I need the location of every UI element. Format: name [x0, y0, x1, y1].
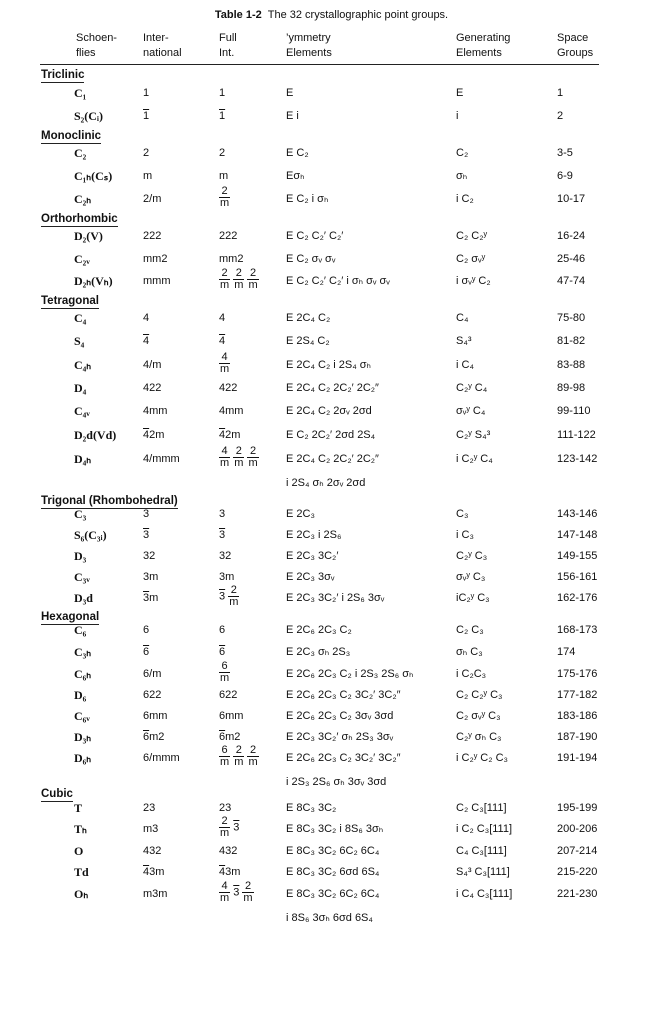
header-symmetry	[286, 31, 332, 61]
generating-elements: C₂ C₂ʸ C₃	[456, 689, 503, 701]
symmetry-elements: E C₂ 2C₂′ 2σd 2S₄	[286, 429, 376, 441]
schoenflies-symbol: C₃ᵥ	[74, 570, 90, 584]
international-symbol: mmm	[143, 275, 171, 287]
full-international-symbol: 432	[219, 845, 238, 857]
schoenflies-symbol: D₄	[74, 381, 87, 395]
full-international-symbol: 6	[219, 646, 226, 658]
symmetry-elements: E 2C₃	[286, 508, 315, 520]
international-symbol: 4	[143, 335, 150, 347]
schoenflies-symbol: D₆ₕ	[74, 751, 92, 765]
generating-elements: i C₄	[456, 359, 474, 371]
schoenflies-symbol: C₁	[74, 86, 87, 100]
table-caption	[0, 9, 663, 21]
generating-elements: i C₂ʸ C₂ C₃	[456, 752, 508, 764]
space-groups: 1	[557, 87, 564, 99]
header-rule	[40, 64, 599, 65]
full-international-symbol: 32	[219, 550, 232, 562]
header-space-groups	[557, 31, 593, 61]
space-groups: 207-214	[557, 845, 598, 857]
schoenflies-symbol: C₃ₕ	[74, 645, 92, 659]
space-groups: 143-146	[557, 508, 598, 520]
header-schoenflies	[76, 31, 117, 61]
symmetry-elements: E 2C₄ C₂	[286, 312, 331, 324]
symmetry-elements: E i	[286, 110, 299, 122]
header-space-line2: Groups	[557, 47, 594, 59]
full-international-symbol: 6	[219, 624, 226, 636]
section-heading: Orthorhombic	[41, 213, 118, 225]
full-international-symbol: 222	[219, 230, 238, 242]
schoenflies-symbol: S₄	[74, 334, 85, 348]
generating-elements: C₂ʸ C₃	[456, 550, 488, 562]
space-groups: 47-74	[557, 275, 586, 287]
generating-elements: σᵥʸ C₃	[456, 571, 486, 583]
generating-elements: i	[456, 110, 459, 122]
schoenflies-symbol: D₃	[74, 549, 87, 563]
symmetry-elements: E 2C₃ 3C₂′ i 2S₆ 3σᵥ	[286, 592, 385, 604]
header-symmetry-line2: Elements	[286, 47, 332, 59]
schoenflies-symbol: C₁ₕ(Cₛ)	[74, 169, 113, 183]
international-symbol: 1	[143, 110, 150, 122]
symmetry-elements: E 8C₃ 3C₂ 6C₂ 6C₄	[286, 888, 380, 900]
international-symbol: 4mm	[143, 405, 168, 417]
full-international-symbol: 4	[219, 335, 226, 347]
international-symbol: 432	[143, 845, 162, 857]
space-groups: 123-142	[557, 453, 598, 465]
space-groups: 111-122	[557, 429, 596, 441]
generating-elements: C₃	[456, 508, 469, 520]
section-heading: Trigonal (Rhombohedral)	[41, 495, 178, 507]
international-symbol: 222	[143, 230, 162, 242]
schoenflies-symbol: C₂ᵥ	[74, 252, 90, 266]
table-title: The 32 crystallographic point groups.	[267, 9, 449, 21]
schoenflies-symbol: S₆(C₃ᵢ)	[74, 528, 107, 542]
symmetry-elements: E 2C₃ 3σᵥ	[286, 571, 335, 583]
generating-elements: C₂	[456, 147, 469, 159]
schoenflies-symbol: C₂ₕ	[74, 192, 92, 206]
symmetry-elements: E C₂ σᵥ σᵥ	[286, 253, 336, 265]
schoenflies-symbol: O	[74, 844, 84, 858]
international-symbol: 3m	[143, 571, 159, 583]
space-groups: 81-82	[557, 335, 586, 347]
full-international-symbol: 622	[219, 689, 238, 701]
schoenflies-symbol: C₆	[74, 623, 87, 637]
full-international-symbol: m	[219, 170, 229, 182]
generating-elements: i σᵥʸ C₂	[456, 275, 491, 287]
space-groups: 187-190	[557, 731, 598, 743]
space-groups: 168-173	[557, 624, 598, 636]
schoenflies-symbol: C₄	[74, 311, 87, 325]
space-groups: 174	[557, 646, 576, 658]
generating-elements: C₂ C₃[111]	[456, 802, 507, 814]
international-symbol: 3m	[143, 592, 159, 604]
symmetry-elements: E 2C₆ 2C₃ C₂ 3σᵥ 3σd	[286, 710, 394, 722]
symmetry-elements: E 2C₃ i 2S₆	[286, 529, 342, 541]
full-international-symbol: $\frac{6}{m}$ $\frac{2}{m}$ $\frac{2}{m}$	[220, 744, 258, 768]
international-symbol: 1	[143, 87, 150, 99]
symmetry-elements: E C₂ C₂′ C₂′ i σₕ σᵥ σᵥ	[286, 275, 390, 287]
generating-elements: C₄ C₃[111]	[456, 845, 507, 857]
space-groups: 3-5	[557, 147, 573, 159]
international-symbol: 4/mmm	[143, 453, 180, 465]
full-international-symbol: $\frac{6}{m}$	[220, 660, 230, 684]
full-international-symbol: 1	[219, 87, 226, 99]
international-symbol: 6	[143, 624, 150, 636]
schoenflies-symbol: D₂d(Vd)	[74, 428, 117, 442]
space-groups: 183-186	[557, 710, 598, 722]
international-symbol: m3m	[143, 888, 168, 900]
international-symbol: 4	[143, 312, 150, 324]
international-symbol: 6/mmm	[143, 752, 180, 764]
international-symbol: 3	[143, 529, 150, 541]
space-groups: 99-110	[557, 405, 591, 417]
generating-elements: i C₂	[456, 193, 474, 205]
schoenflies-symbol: D₃ₕ	[74, 730, 92, 744]
space-groups: 162-176	[557, 592, 598, 604]
space-groups: 10-17	[557, 193, 586, 205]
space-groups: 75-80	[557, 312, 586, 324]
international-symbol: 43m	[143, 866, 165, 878]
header-generating-line1: Generating	[456, 32, 511, 44]
space-groups: 25-46	[557, 253, 586, 265]
international-symbol: m3	[143, 823, 159, 835]
section-heading: Cubic	[41, 788, 73, 800]
symmetry-elements: E 2C₄ C₂ i 2S₄ σₕ	[286, 359, 372, 371]
international-symbol: 4/m	[143, 359, 162, 371]
full-international-symbol: $\frac{2}{m}$	[220, 185, 230, 209]
schoenflies-symbol: D₃d	[74, 591, 93, 605]
generating-elements: C₂ʸ S₄³	[456, 429, 491, 441]
symmetry-elements: E 8C₃ 3C₂	[286, 802, 337, 814]
full-international-symbol: $\frac{4}{m}$ 3 $\frac{2}{m}$	[220, 880, 253, 904]
generating-elements: C₂ʸ σₕ C₃	[456, 731, 502, 743]
schoenflies-symbol: Td	[74, 865, 89, 879]
symmetry-elements: E	[286, 87, 294, 99]
international-symbol: m	[143, 170, 153, 182]
space-groups: 191-194	[557, 752, 598, 764]
full-international-symbol: 3	[219, 508, 226, 520]
full-international-symbol: 6m2	[219, 731, 241, 743]
generating-elements: i C₄ C₃[111]	[456, 888, 513, 900]
international-symbol: 6/m	[143, 668, 162, 680]
full-international-symbol: 23	[219, 802, 232, 814]
international-symbol: 622	[143, 689, 162, 701]
schoenflies-symbol: D₂ₕ(Vₕ)	[74, 274, 113, 288]
generating-elements: C₂ σᵥʸ	[456, 253, 486, 265]
symmetry-elements: E 2C₆ 2C₃ C₂ 3C₂′ 3C₂″	[286, 689, 401, 701]
full-international-symbol: 4	[219, 312, 226, 324]
schoenflies-symbol: D₆	[74, 688, 87, 702]
space-groups: 221-230	[557, 888, 598, 900]
symmetry-elements: E 2C₆ 2C₃ C₂	[286, 624, 352, 636]
symmetry-elements: E 2C₃ 3C₂′	[286, 550, 339, 562]
space-groups: 175-176	[557, 668, 598, 680]
generating-elements: i C₂C₃	[456, 668, 487, 680]
symmetry-elements: E C₂ C₂′ C₂′	[286, 230, 344, 242]
generating-elements: σₕ	[456, 170, 468, 182]
space-groups: 2	[557, 110, 564, 122]
header-international-line1: Inter-	[143, 32, 169, 44]
full-international-symbol: 4mm	[219, 405, 244, 417]
generating-elements: S₄³	[456, 335, 472, 347]
header-generating-line2: Elements	[456, 47, 502, 59]
full-international-symbol: 3m	[219, 571, 235, 583]
schoenflies-symbol: C₆ᵥ	[74, 709, 90, 723]
generating-elements: C₂ʸ C₄	[456, 382, 488, 394]
symmetry-elements: E 2C₃ σₕ 2S₃	[286, 646, 351, 658]
generating-elements: C₂ C₃	[456, 624, 484, 636]
international-symbol: 6mm	[143, 710, 168, 722]
schoenflies-symbol: C₄ᵥ	[74, 404, 90, 418]
symmetry-elements: E 2C₄ C₂ 2C₂′ 2C₂″	[286, 453, 379, 465]
international-symbol: 23	[143, 802, 156, 814]
symmetry-elements: Eσₕ	[286, 170, 305, 182]
space-groups: 6-9	[557, 170, 573, 182]
international-symbol: 422	[143, 382, 162, 394]
symmetry-elements: E C₂ i σₕ	[286, 193, 329, 205]
header-schoenflies-line1: Schoen-	[76, 32, 117, 44]
symmetry-elements: E 2C₄ C₂ 2C₂′ 2C₂″	[286, 382, 379, 394]
generating-elements: S₄³ C₃[111]	[456, 866, 510, 878]
generating-elements: σᵥʸ C₄	[456, 405, 486, 417]
full-international-symbol: 42m	[219, 429, 241, 441]
schoenflies-symbol: Tₕ	[74, 822, 87, 836]
space-groups: 156-161	[557, 571, 598, 583]
space-groups: 149-155	[557, 550, 598, 562]
symmetry-elements: E 8C₃ 3C₂ 6C₂ 6C₄	[286, 845, 380, 857]
space-groups: 215-220	[557, 866, 598, 878]
section-heading: Monoclinic	[41, 130, 102, 142]
generating-elements: i C₂ʸ C₄	[456, 453, 493, 465]
generating-elements: C₄	[456, 312, 469, 324]
international-symbol: mm2	[143, 253, 168, 265]
full-international-symbol: mm2	[219, 253, 244, 265]
header-full-line1: Full	[219, 32, 237, 44]
international-symbol: 32	[143, 550, 156, 562]
full-international-symbol: $\frac{4}{m}$ $\frac{2}{m}$ $\frac{2}{m}$	[220, 445, 258, 469]
schoenflies-symbol: C₆ₕ	[74, 667, 92, 681]
full-international-symbol: 3 $\frac{2}{m}$	[219, 584, 239, 608]
international-symbol: 6	[143, 646, 150, 658]
header-full	[219, 31, 237, 61]
full-international-symbol: $\frac{2}{m}$ $\frac{2}{m}$ $\frac{2}{m}$	[220, 267, 258, 291]
symmetry-elements: E 2C₃ 3C₂′ σₕ 2S₃ 3σᵥ	[286, 731, 394, 743]
symmetry-elements: E 2C₄ C₂ 2σᵥ 2σd	[286, 405, 372, 417]
symmetry-elements-continued: i 2S₃ 2S₆ σₕ 3σᵥ 3σd	[286, 776, 387, 788]
space-groups: 89-98	[557, 382, 586, 394]
space-groups: 177-182	[557, 689, 598, 701]
space-groups: 147-148	[557, 529, 598, 541]
space-groups: 16-24	[557, 230, 586, 242]
schoenflies-symbol: Oₕ	[74, 887, 89, 901]
section-heading: Triclinic	[41, 69, 85, 81]
space-groups: 83-88	[557, 359, 586, 371]
section-heading: Tetragonal	[41, 295, 99, 307]
space-groups: 195-199	[557, 802, 598, 814]
generating-elements: i C₂ C₃[111]	[456, 823, 513, 835]
symmetry-elements: E 8C₃ 3C₂ i 8S₆ 3σₕ	[286, 823, 384, 835]
schoenflies-symbol: C₂	[74, 146, 87, 160]
space-groups: 200-206	[557, 823, 598, 835]
international-symbol: 42m	[143, 429, 165, 441]
header-international-line2: national	[143, 47, 182, 59]
schoenflies-symbol: S₂(Cᵢ)	[74, 109, 104, 123]
international-symbol: 3	[143, 508, 150, 520]
schoenflies-symbol: C₃	[74, 507, 87, 521]
international-symbol: 2	[143, 147, 150, 159]
full-international-symbol: 1	[219, 110, 226, 122]
header-symmetry-line1: ’ymmetry	[286, 32, 331, 44]
symmetry-elements: E C₂	[286, 147, 309, 159]
symmetry-elements-continued: i 2S₄ σₕ 2σᵥ 2σd	[286, 477, 366, 489]
schoenflies-symbol: C₄ₕ	[74, 358, 92, 372]
section-heading: Hexagonal	[41, 611, 100, 623]
full-international-symbol: 422	[219, 382, 238, 394]
symmetry-elements: E 2C₆ 2C₃ C₂ i 2S₃ 2S₆ σₕ	[286, 668, 414, 680]
symmetry-elements: E 8C₃ 3C₂ 6σd 6S₄	[286, 866, 380, 878]
header-generating	[456, 31, 510, 61]
symmetry-elements: E 2C₆ 2C₃ C₂ 3C₂′ 3C₂″	[286, 752, 401, 764]
full-international-symbol: $\frac{4}{m}$	[220, 351, 230, 375]
schoenflies-symbol: T	[74, 801, 83, 815]
schoenflies-symbol: D₄ₕ	[74, 452, 92, 466]
symmetry-elements-continued: i 8S₆ 3σₕ 6σd 6S₄	[286, 912, 373, 924]
header-space-line1: Space	[557, 32, 589, 44]
generating-elements: iC₂ʸ C₃	[456, 592, 490, 604]
generating-elements: E	[456, 87, 464, 99]
generating-elements: C₂ σᵥʸ C₃	[456, 710, 501, 722]
full-international-symbol: 6mm	[219, 710, 244, 722]
full-international-symbol: 43m	[219, 866, 241, 878]
international-symbol: 2/m	[143, 193, 162, 205]
full-international-symbol: 3	[219, 529, 226, 541]
header-full-line2: Int.	[219, 47, 235, 59]
table-label: Table 1-2	[214, 9, 262, 21]
schoenflies-symbol: D₂(V)	[74, 229, 103, 243]
header-schoenflies-line2: flies	[76, 47, 96, 59]
symmetry-elements: E 2S₄ C₂	[286, 335, 330, 347]
full-international-symbol: 2	[219, 147, 226, 159]
generating-elements: i C₃	[456, 529, 474, 541]
international-symbol: 6m2	[143, 731, 165, 743]
generating-elements: C₂ C₂ʸ	[456, 230, 488, 242]
generating-elements: σₕ C₃	[456, 646, 483, 658]
header-international	[143, 31, 182, 61]
full-international-symbol: $\frac{2}{m}$ 3	[220, 815, 240, 839]
